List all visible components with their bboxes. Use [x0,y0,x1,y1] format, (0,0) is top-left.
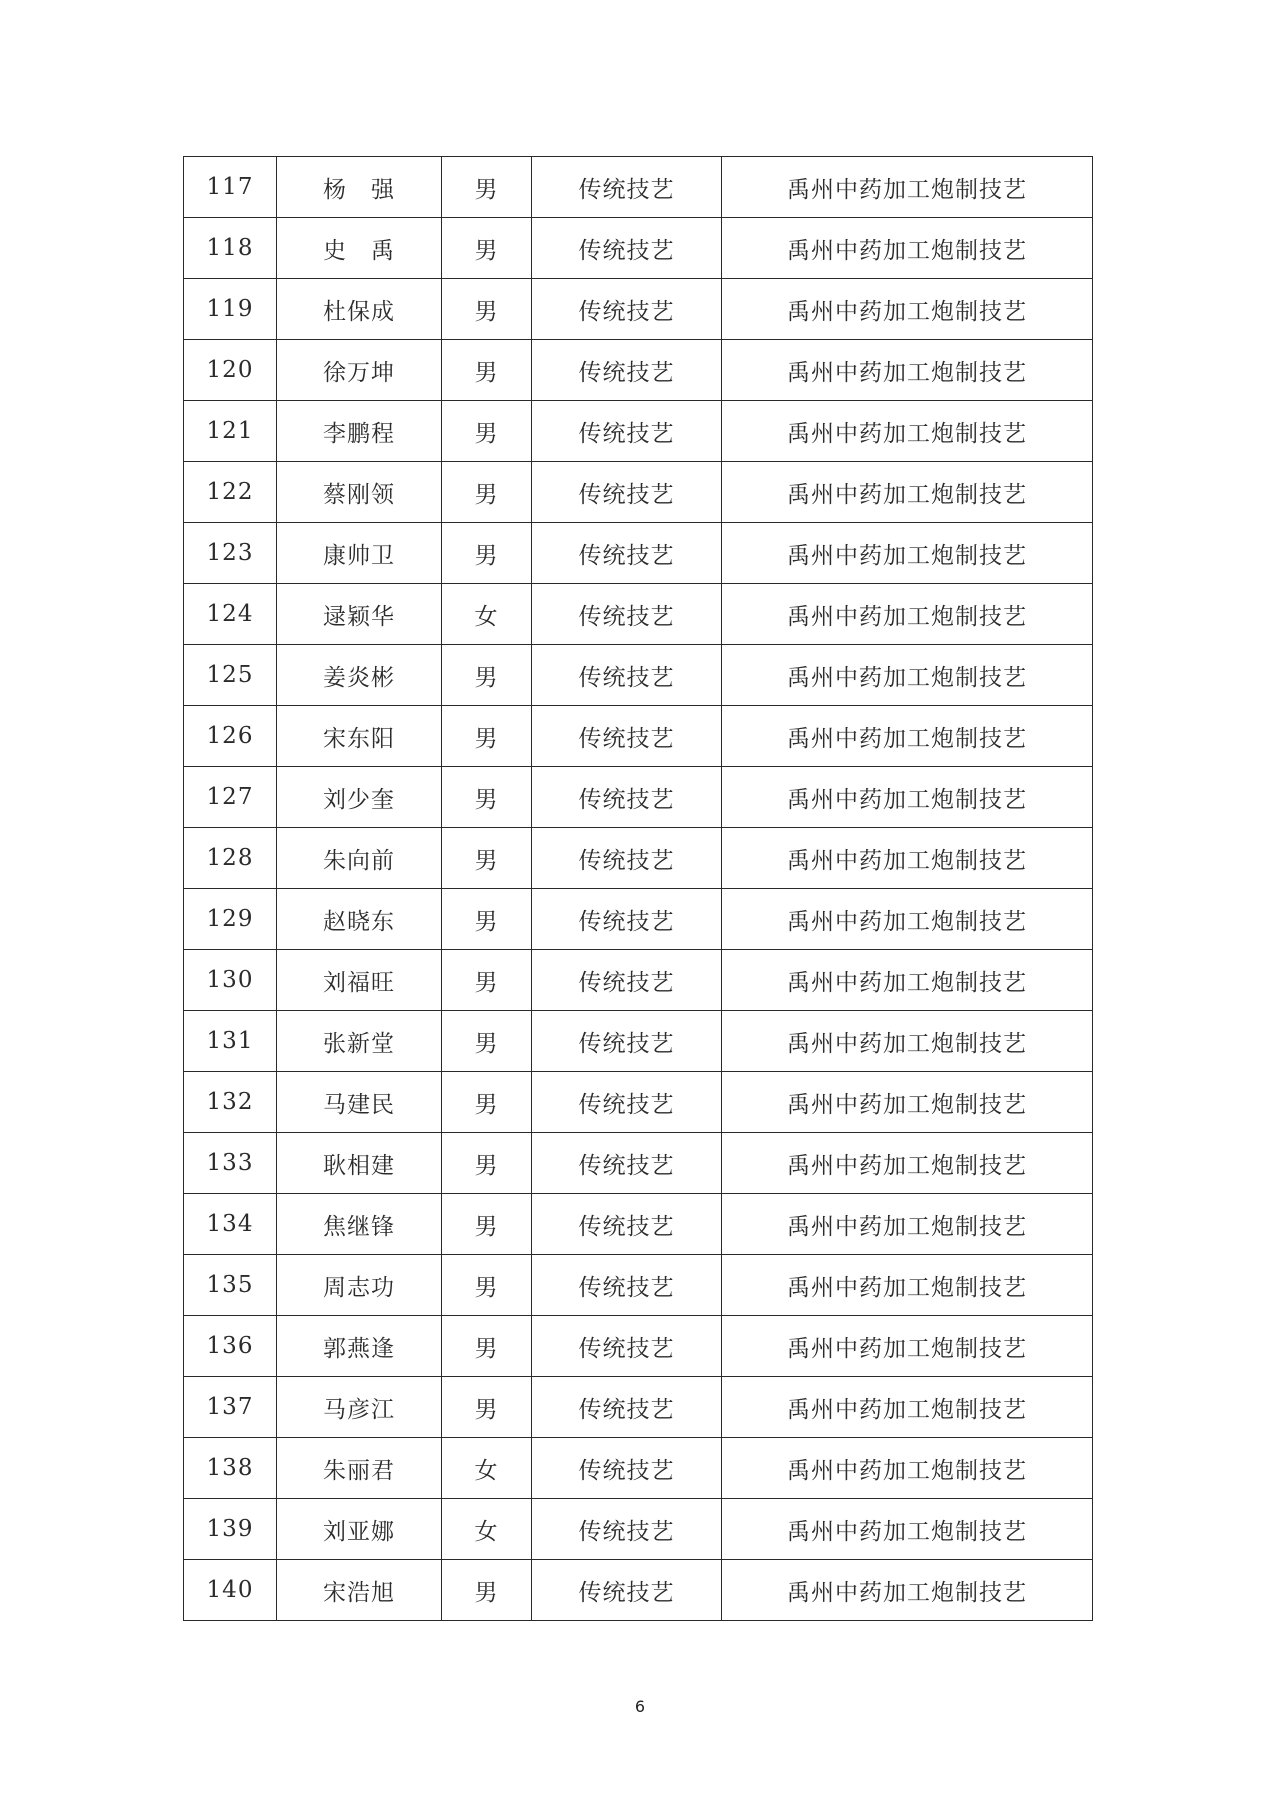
project-cell: 禹州中药加工炮制技艺 [722,889,1093,950]
project-cell: 禹州中药加工炮制技艺 [722,1560,1093,1621]
table-row [184,401,1093,462]
project-cell: 禹州中药加工炮制技艺 [722,1194,1093,1255]
name-cell: 周志功 [277,1255,442,1316]
gender-cell: 男 [442,462,532,523]
category-cell: 传统技艺 [532,523,722,584]
name-cell: 耿相建 [277,1133,442,1194]
table-row [184,279,1093,340]
project-cell: 禹州中药加工炮制技艺 [722,1499,1093,1560]
category-cell: 传统技艺 [532,1194,722,1255]
row-number-cell: 120 [184,340,277,401]
gender-cell: 女 [442,1499,532,1560]
gender-cell: 男 [442,1194,532,1255]
category-cell: 传统技艺 [532,1560,722,1621]
name-cell: 蔡刚领 [277,462,442,523]
gender-cell: 男 [442,523,532,584]
row-number-cell: 135 [184,1255,277,1316]
project-cell: 禹州中药加工炮制技艺 [722,767,1093,828]
gender-cell: 男 [442,1255,532,1316]
row-number-cell: 129 [184,889,277,950]
name-cell: 刘福旺 [277,950,442,1011]
table-row [184,218,1093,279]
row-number-cell: 138 [184,1438,277,1499]
name-cell: 郭燕逢 [277,1316,442,1377]
table-row [184,1255,1093,1316]
project-cell: 禹州中药加工炮制技艺 [722,950,1093,1011]
project-cell: 禹州中药加工炮制技艺 [722,1255,1093,1316]
row-number-cell: 126 [184,706,277,767]
name-cell: 宋浩旭 [277,1560,442,1621]
name-cell: 徐万坤 [277,340,442,401]
category-cell: 传统技艺 [532,950,722,1011]
category-cell: 传统技艺 [532,1072,722,1133]
name-cell: 姜炎彬 [277,645,442,706]
gender-cell: 男 [442,950,532,1011]
gender-cell: 男 [442,1377,532,1438]
project-cell: 禹州中药加工炮制技艺 [722,1438,1093,1499]
gender-cell: 男 [442,401,532,462]
name-cell: 杨 强 [277,157,442,218]
category-cell: 传统技艺 [532,1316,722,1377]
table-row [184,1560,1093,1621]
project-cell: 禹州中药加工炮制技艺 [722,828,1093,889]
gender-cell: 男 [442,1072,532,1133]
project-cell: 禹州中药加工炮制技艺 [722,157,1093,218]
table-row [184,645,1093,706]
project-cell: 禹州中药加工炮制技艺 [722,462,1093,523]
row-number-cell: 134 [184,1194,277,1255]
row-number-cell: 117 [184,157,277,218]
table-row [184,1011,1093,1072]
category-cell: 传统技艺 [532,1133,722,1194]
row-number-cell: 130 [184,950,277,1011]
table-row [184,523,1093,584]
category-cell: 传统技艺 [532,706,722,767]
row-number-cell: 123 [184,523,277,584]
project-cell: 禹州中药加工炮制技艺 [722,1072,1093,1133]
name-cell: 刘亚娜 [277,1499,442,1560]
category-cell: 传统技艺 [532,1499,722,1560]
category-cell: 传统技艺 [532,340,722,401]
project-cell: 禹州中药加工炮制技艺 [722,1316,1093,1377]
table-row [184,1072,1093,1133]
row-number-cell: 118 [184,218,277,279]
inheritor-table-body [184,157,1093,1621]
category-cell: 传统技艺 [532,157,722,218]
table-row [184,889,1093,950]
row-number-cell: 131 [184,1011,277,1072]
gender-cell: 女 [442,1438,532,1499]
row-number-cell: 132 [184,1072,277,1133]
gender-cell: 男 [442,706,532,767]
table-row [184,950,1093,1011]
project-cell: 禹州中药加工炮制技艺 [722,340,1093,401]
table-row [184,767,1093,828]
category-cell: 传统技艺 [532,279,722,340]
name-cell: 逯颖华 [277,584,442,645]
project-cell: 禹州中药加工炮制技艺 [722,645,1093,706]
row-number-cell: 124 [184,584,277,645]
row-number-cell: 137 [184,1377,277,1438]
category-cell: 传统技艺 [532,767,722,828]
gender-cell: 男 [442,889,532,950]
row-number-cell: 119 [184,279,277,340]
name-cell: 张新堂 [277,1011,442,1072]
name-cell: 康帅卫 [277,523,442,584]
row-number-cell: 133 [184,1133,277,1194]
name-cell: 史 禹 [277,218,442,279]
row-number-cell: 127 [184,767,277,828]
category-cell: 传统技艺 [532,584,722,645]
gender-cell: 男 [442,645,532,706]
gender-cell: 男 [442,828,532,889]
name-cell: 宋东阳 [277,706,442,767]
name-cell: 李鹏程 [277,401,442,462]
table-row [184,828,1093,889]
table-row [184,1499,1093,1560]
gender-cell: 男 [442,157,532,218]
gender-cell: 男 [442,279,532,340]
row-number-cell: 125 [184,645,277,706]
category-cell: 传统技艺 [532,828,722,889]
table-row [184,1316,1093,1377]
project-cell: 禹州中药加工炮制技艺 [722,1377,1093,1438]
name-cell: 赵晓东 [277,889,442,950]
table-row [184,157,1093,218]
category-cell: 传统技艺 [532,218,722,279]
name-cell: 马建民 [277,1072,442,1133]
name-cell: 焦继锋 [277,1194,442,1255]
row-number-cell: 140 [184,1560,277,1621]
project-cell: 禹州中药加工炮制技艺 [722,401,1093,462]
category-cell: 传统技艺 [532,1255,722,1316]
gender-cell: 男 [442,1560,532,1621]
category-cell: 传统技艺 [532,1377,722,1438]
category-cell: 传统技艺 [532,462,722,523]
project-cell: 禹州中药加工炮制技艺 [722,706,1093,767]
project-cell: 禹州中药加工炮制技艺 [722,1011,1093,1072]
name-cell: 朱丽君 [277,1438,442,1499]
table-row [184,706,1093,767]
project-cell: 禹州中药加工炮制技艺 [722,523,1093,584]
gender-cell: 男 [442,340,532,401]
gender-cell: 男 [442,218,532,279]
gender-cell: 男 [442,767,532,828]
page-number: 6 [634,1697,646,1716]
table-row [184,1377,1093,1438]
name-cell: 朱向前 [277,828,442,889]
table-row [184,340,1093,401]
category-cell: 传统技艺 [532,889,722,950]
row-number-cell: 121 [184,401,277,462]
table-row [184,1194,1093,1255]
category-cell: 传统技艺 [532,1438,722,1499]
table-row [184,584,1093,645]
name-cell: 马彦江 [277,1377,442,1438]
gender-cell: 女 [442,584,532,645]
category-cell: 传统技艺 [532,1011,722,1072]
gender-cell: 男 [442,1011,532,1072]
table-row [184,1133,1093,1194]
row-number-cell: 136 [184,1316,277,1377]
table-row [184,1438,1093,1499]
name-cell: 刘少奎 [277,767,442,828]
inheritor-table [183,156,1093,1621]
row-number-cell: 128 [184,828,277,889]
row-number-cell: 139 [184,1499,277,1560]
project-cell: 禹州中药加工炮制技艺 [722,1133,1093,1194]
project-cell: 禹州中药加工炮制技艺 [722,584,1093,645]
gender-cell: 男 [442,1316,532,1377]
project-cell: 禹州中药加工炮制技艺 [722,279,1093,340]
category-cell: 传统技艺 [532,401,722,462]
gender-cell: 男 [442,1133,532,1194]
row-number-cell: 122 [184,462,277,523]
project-cell: 禹州中药加工炮制技艺 [722,218,1093,279]
name-cell: 杜保成 [277,279,442,340]
category-cell: 传统技艺 [532,645,722,706]
table-row [184,462,1093,523]
